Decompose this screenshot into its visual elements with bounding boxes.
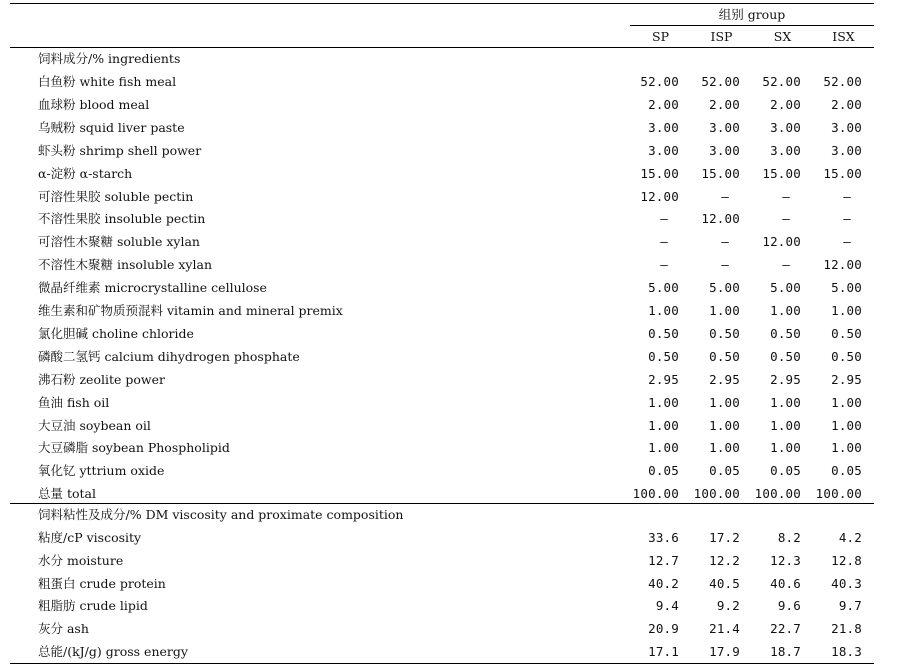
table-cell: –: [721, 188, 729, 204]
table-cell: –: [782, 257, 790, 273]
table-cell: 0.05: [709, 463, 740, 479]
table-cell: 2.00: [709, 96, 740, 112]
group-header: 组别 group: [718, 7, 786, 22]
row-label: 粗脂肪 crude lipid: [38, 598, 148, 614]
row-label: 白鱼粉 white fish meal: [38, 74, 177, 89]
row-label: 可溶性木聚糖 soluble xylan: [38, 234, 200, 250]
table-row: [0, 163, 914, 186]
table-row: [0, 277, 914, 300]
table-cell: –: [721, 234, 729, 250]
table-cell: 0.50: [648, 348, 679, 364]
table-cell: 100.00: [693, 486, 740, 502]
table-cell: 0.50: [831, 348, 862, 364]
row-label: 虾头粉 shrimp shell power: [38, 142, 202, 158]
table-cell: 1.00: [648, 303, 679, 318]
header-rule: [10, 47, 874, 48]
row-label: 总量 total: [38, 486, 96, 502]
table-cell: 15.00: [762, 165, 801, 181]
table-cell: 2.95: [831, 371, 862, 387]
table-cell: 5.00: [709, 280, 740, 296]
table-cell: 9.2: [716, 598, 740, 614]
table-cell: 0.50: [770, 325, 801, 341]
row-label: 总能/(kJ/g) gross energy: [38, 644, 188, 659]
table-cell: 0.50: [831, 325, 862, 341]
table-cell: 0.05: [831, 463, 862, 479]
table-cell: 17.1: [648, 644, 679, 659]
table-cell: 12.00: [823, 257, 862, 273]
table-row: [0, 186, 914, 209]
section-divider-rule: [10, 503, 874, 504]
column-header-isx: ISX: [832, 29, 855, 44]
table-cell: 3.00: [709, 142, 740, 158]
table-row: [0, 550, 914, 573]
table-row: [0, 460, 914, 483]
table-cell: 100.00: [815, 486, 862, 502]
table-cell: 40.5: [709, 575, 740, 591]
table-cell: 0.50: [770, 348, 801, 364]
row-label: 氯化胆碱 choline chloride: [38, 325, 194, 341]
section-title-composition: 饲料粘性及成分/% DM viscosity and proximate composition: [38, 507, 404, 522]
row-label: 磷酸二氢钙 calcium dihydrogen phosphate: [38, 348, 300, 364]
table-cell: 0.05: [648, 463, 679, 479]
table-cell: 1.00: [709, 417, 740, 433]
table-cell: 0.05: [770, 463, 801, 479]
table-cell: 1.00: [770, 303, 801, 318]
table-cell: –: [843, 188, 851, 204]
table-row: [0, 254, 914, 277]
table-cell: 2.00: [648, 96, 679, 112]
table-cell: 52.00: [640, 74, 679, 89]
group-header-rule: [630, 25, 874, 26]
table-cell: 40.3: [831, 575, 862, 591]
table-cell: 22.7: [770, 621, 801, 637]
table-cell: 5.00: [831, 280, 862, 296]
table-cell: 1.00: [648, 394, 679, 410]
row-label: 乌贼粉 squid liver paste: [38, 119, 185, 135]
table-cell: 3.00: [770, 142, 801, 158]
table-cell: 18.7: [770, 644, 801, 659]
table-cell: –: [782, 188, 790, 204]
table-cell: –: [660, 234, 668, 250]
table-cell: 1.00: [709, 303, 740, 318]
table-row: [0, 323, 914, 346]
column-header-sp: SP: [652, 29, 669, 44]
row-label: 粘度/cP viscosity: [38, 530, 142, 545]
table-cell: 20.9: [648, 621, 679, 637]
table-cell: –: [660, 257, 668, 273]
table-row: [0, 573, 914, 596]
table-cell: 8.2: [777, 530, 801, 545]
table-cell: 40.2: [648, 575, 679, 591]
table-cell: 12.00: [640, 188, 679, 204]
table-cell: 12.00: [701, 211, 740, 227]
table-row: [0, 618, 914, 641]
table-cell: –: [660, 211, 668, 227]
table-cell: 0.50: [648, 325, 679, 341]
table-row: [0, 94, 914, 117]
table-cell: 5.00: [770, 280, 801, 296]
table-row: [0, 415, 914, 438]
table-cell: 3.00: [831, 142, 862, 158]
table-cell: 15.00: [640, 165, 679, 181]
row-label: 大豆磷脂 soybean Phospholipid: [38, 440, 230, 456]
row-label: 大豆油 soybean oil: [38, 417, 151, 433]
table-cell: 12.3: [770, 552, 801, 568]
table-cell: 2.95: [648, 371, 679, 387]
table-cell: 2.00: [770, 96, 801, 112]
table-cell: 0.50: [709, 348, 740, 364]
table-row: [0, 392, 914, 415]
table-cell: 52.00: [762, 74, 801, 89]
table-row: [0, 300, 914, 323]
table-cell: 17.9: [709, 644, 740, 659]
table-row: [0, 437, 914, 460]
table-cell: 21.4: [709, 621, 740, 637]
table-cell: 1.00: [831, 394, 862, 410]
row-label: 灰分 ash: [38, 621, 89, 637]
table-cell: –: [782, 211, 790, 227]
table-cell: 15.00: [701, 165, 740, 181]
table-row: [0, 641, 914, 664]
table-row: [0, 595, 914, 618]
table-cell: 12.7: [648, 552, 679, 568]
table-cell: 52.00: [701, 74, 740, 89]
table-row: [0, 527, 914, 550]
table-cell: 9.7: [838, 598, 862, 614]
table-cell: 12.00: [762, 234, 801, 250]
table-cell: 1.00: [831, 440, 862, 456]
table-cell: 9.4: [655, 598, 679, 614]
table-cell: –: [843, 234, 851, 250]
table-cell: 15.00: [823, 165, 862, 181]
table-cell: 3.00: [648, 119, 679, 135]
row-label: 沸石粉 zeolite power: [38, 371, 165, 387]
table-cell: 2.00: [831, 96, 862, 112]
table-cell: 21.8: [831, 621, 862, 637]
row-label: 氧化钇 yttrium oxide: [38, 463, 165, 479]
table-row: [0, 140, 914, 163]
table-row: [0, 71, 914, 94]
table-cell: 1.00: [770, 440, 801, 456]
table-cell: 3.00: [648, 142, 679, 158]
table-cell: 17.2: [709, 530, 740, 545]
row-label: 微晶纤维素 microcrystalline cellulose: [38, 280, 267, 296]
table-cell: 33.6: [648, 530, 679, 545]
section-title-ingredients: 饲料成分/% ingredients: [38, 51, 181, 66]
table-cell: 100.00: [632, 486, 679, 502]
table-row: [0, 231, 914, 254]
table-row: [0, 369, 914, 392]
row-label: 血球粉 blood meal: [38, 96, 150, 112]
table-cell: 18.3: [831, 644, 862, 659]
table-cell: 5.00: [648, 280, 679, 296]
table-cell: 3.00: [709, 119, 740, 135]
table-cell: 52.00: [823, 74, 862, 89]
row-label: 水分 moisture: [38, 552, 124, 568]
table-cell: 1.00: [770, 417, 801, 433]
row-label: 维生素和矿物质预混料 vitamin and mineral premix: [38, 303, 343, 318]
table-cell: 3.00: [831, 119, 862, 135]
table-row: [0, 346, 914, 369]
row-label: α-淀粉 α-starch: [38, 165, 133, 181]
table-cell: 100.00: [754, 486, 801, 502]
table-row: [0, 117, 914, 140]
table-bottom-rule: [10, 663, 874, 664]
table-cell: 0.50: [709, 325, 740, 341]
table-cell: –: [721, 257, 729, 273]
column-header-isp: ISP: [710, 29, 733, 44]
table-cell: 12.2: [709, 552, 740, 568]
row-label: 不溶性木聚糖 insoluble xylan: [38, 257, 212, 273]
column-header-sx: SX: [773, 29, 792, 44]
table-cell: 4.2: [838, 530, 862, 545]
table-cell: 9.6: [777, 598, 801, 614]
table-cell: 2.95: [770, 371, 801, 387]
table-cell: 3.00: [770, 119, 801, 135]
table-cell: 1.00: [831, 303, 862, 318]
table-cell: –: [843, 211, 851, 227]
table-cell: 1.00: [709, 394, 740, 410]
table-cell: 1.00: [831, 417, 862, 433]
table-cell: 1.00: [648, 417, 679, 433]
row-label: 不溶性果胶 insoluble pectin: [38, 211, 206, 227]
row-label: 鱼油 fish oil: [38, 394, 110, 410]
table-cell: 1.00: [770, 394, 801, 410]
table-cell: 1.00: [709, 440, 740, 456]
table-top-rule: [10, 3, 874, 4]
table-cell: 1.00: [648, 440, 679, 456]
row-label: 可溶性果胶 soluble pectin: [38, 188, 194, 204]
table-cell: 2.95: [709, 371, 740, 387]
row-label: 粗蛋白 crude protein: [38, 575, 166, 591]
table-cell: 12.8: [831, 552, 862, 568]
table-row: [0, 208, 914, 231]
table-cell: 40.6: [770, 575, 801, 591]
